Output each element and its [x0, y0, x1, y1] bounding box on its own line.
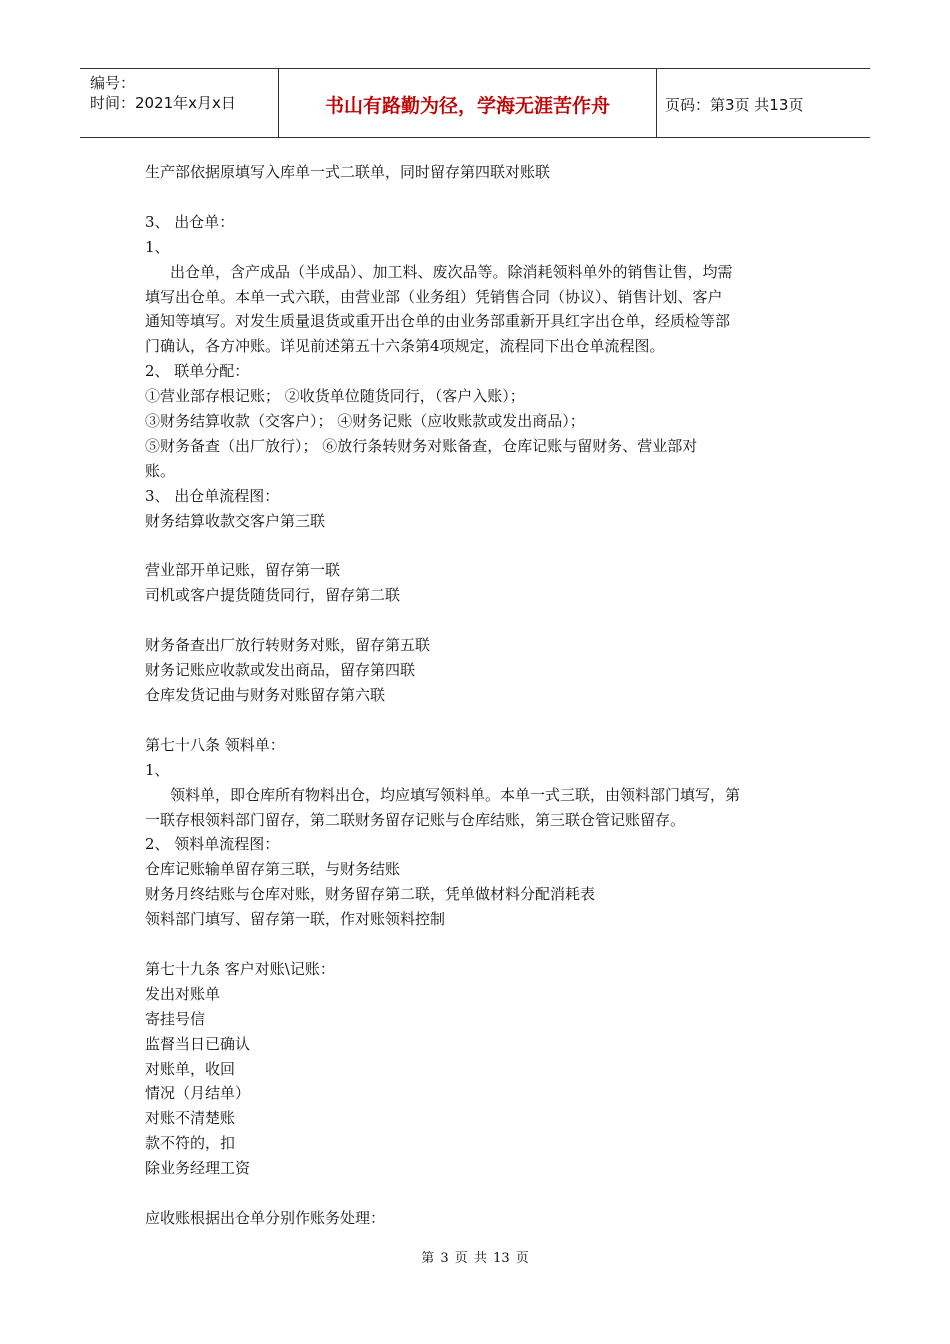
text-line: 2、 领料单流程图：: [145, 835, 280, 854]
footer-current-page: 3: [440, 1251, 449, 1266]
page-footer: [0, 1247, 950, 1266]
text-line: 填写出仓单。本单一式六联，由营业部（业务组）凭销售合同（协议）、销售计划、客户: [145, 287, 723, 306]
text-line: 门确认，各方冲账。详见前述第五十六条第4项规定，流程同下出仓单流程图。: [145, 337, 665, 356]
text-line: 除业务经理工资: [145, 1159, 251, 1178]
text-line: ③财务结算收款（交客户）； ④财务记账（应收账款或发出商品）；: [145, 412, 585, 431]
header-motto-cell: [279, 69, 657, 137]
text-line: ⑤财务备查（出厂放行）； ⑥放行条转财务对账备查，仓库记账与留财务、营业部对: [145, 436, 698, 455]
footer-text: 页: [454, 1251, 468, 1266]
text-line: 财务备查出厂放行转财务对账，留存第五联: [145, 636, 431, 655]
text-line: 对账不清楚账: [145, 1109, 236, 1128]
text-line: 司机或客户提货随货同行，留存第二联: [145, 586, 401, 605]
text-line: 监督当日已确认: [145, 1034, 251, 1053]
text-line: 款不符的，扣: [145, 1134, 236, 1153]
footer-text: 第: [421, 1251, 435, 1266]
text-line: 仓库记账输单留存第三联，与财务结账: [145, 860, 401, 879]
footer-total-pages: 13: [493, 1251, 510, 1266]
doc-number-label: 编号：: [90, 74, 136, 92]
text-line: 通知等填写。对发生质量退货或重开出仓单的由业务部重新开具红字出仓单，经质检等部: [145, 312, 731, 331]
text-line: 财务记账应收款或发出商品，留存第四联: [145, 661, 416, 680]
text-line: 领料部门填写、留存第一联，作对账领料控制: [145, 910, 446, 929]
text-line: 生产部依据原填写入库单一式二联单，同时留存第四联对账联: [145, 163, 551, 181]
text-line: 财务结算收款交客户第三联: [145, 511, 326, 530]
header-page-cell: [657, 69, 870, 137]
header-motto: 书山有路勤为径，学海无涯苦作舟: [324, 95, 610, 117]
text-line: 1、: [145, 237, 170, 256]
footer-text: 共: [473, 1251, 487, 1266]
text-line: 营业部开单记账，留存第一联: [145, 561, 341, 580]
blank-line: [145, 608, 810, 633]
text-line: 2、 联单分配：: [145, 362, 250, 381]
text-line: 3、 出仓单流程图：: [145, 486, 280, 505]
blank-line: [145, 1181, 810, 1206]
text-line: 第七十九条 客户对账\记账：: [145, 959, 335, 978]
text-line: 对账单，收回: [145, 1059, 236, 1078]
text-line: 寄挂号信: [145, 1009, 206, 1028]
text-line: 领料单，即仓库所有物料出仓，均应填写领料单。本单一式三联，由领料部门填写，第: [170, 785, 741, 804]
document-body: [145, 160, 810, 1231]
text-line: 情况（月结单）: [145, 1084, 251, 1103]
text-line: 1、: [145, 760, 170, 779]
text-line: ①营业部存根记账； ②收货单位随货同行，（客户入账）；: [145, 387, 525, 406]
footer-text: 页: [515, 1251, 529, 1266]
text-line: 应收账根据出仓单分别作账务处理：: [145, 1208, 386, 1227]
blank-line: [145, 932, 810, 957]
header-page-code: 页码：第3页 共13页: [665, 96, 804, 114]
doc-time-label: 时间：2021年x月x日: [90, 94, 236, 112]
blank-line: [145, 185, 810, 210]
text-line: 财务月终结账与仓库对账，财务留存第二联，凭单做材料分配消耗表: [145, 885, 596, 904]
blank-line: [145, 708, 810, 733]
text-line: 出仓单，含产成品（半成品）、加工料、废次品等。除消耗领料单外的销售让售，均需: [170, 262, 733, 281]
text-line: 账。: [145, 461, 176, 480]
page-header: [80, 68, 870, 138]
text-line: 仓库发货记曲与财务对账留存第六联: [145, 685, 386, 704]
header-meta-cell: [80, 69, 279, 137]
text-line: 一联存根领料部门留存，第二联财务留存记账与仓库结账，第三联仓管记账留存。: [145, 810, 686, 829]
text-line: 3、 出仓单：: [145, 212, 235, 231]
text-line: 第七十八条 领料单：: [145, 735, 285, 754]
text-line: 发出对账单: [145, 984, 221, 1003]
blank-line: [145, 534, 810, 559]
